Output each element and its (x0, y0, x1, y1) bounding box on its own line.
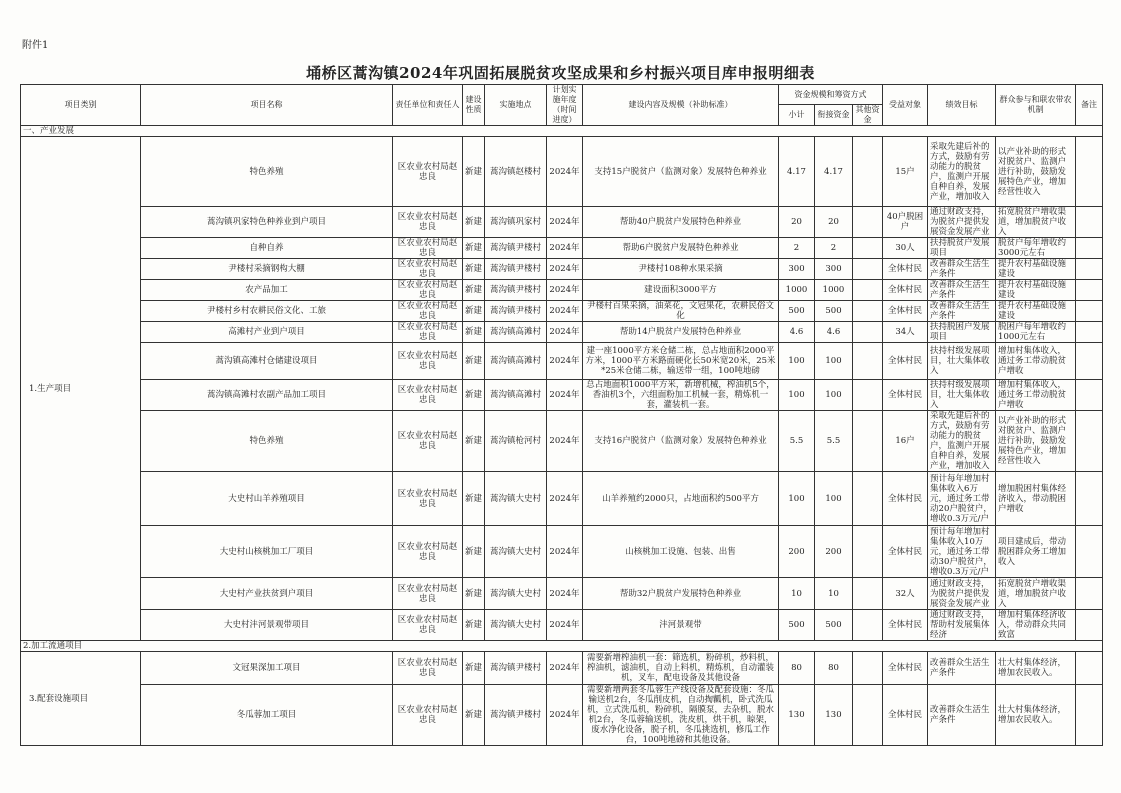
cell-remark (1076, 526, 1103, 578)
cell-name: 大史村山羊养殖项目 (141, 472, 393, 526)
table-row (21, 259, 1103, 280)
cell-remark (1076, 578, 1103, 610)
cell-content: 总占地面积1000平方米，新增机械，榨油机5个，香油机3个，六组面粉加工机械一套，精炼机一套，灌装机一套。 (583, 380, 779, 411)
cell-year: 2024年 (547, 411, 583, 472)
header-funds: 资金规模和筹资方式 (779, 85, 883, 105)
cell-location: 蒿沟镇巩家村 (485, 207, 547, 238)
cell-cohesion: 10 (815, 578, 853, 610)
cell-beneficiary: 全体村民 (883, 685, 928, 746)
cell-content: 需要新增榨油机一套：筛选机，粉碎机，炒料机，榨油机，滤油机，自动上料机，精炼机，自动灌装机，叉车，配电设备及其他设备 (583, 652, 779, 685)
cell-goal: 预计每年增加村集体收入6万元，通过务工带动20户脱贫户，增收0.3万元/户 (928, 472, 996, 526)
cell-year: 2024年 (547, 259, 583, 280)
cell-other (853, 526, 883, 578)
cell-nature: 新建 (463, 207, 485, 238)
cell-goal: 改善群众生活生产条件 (928, 301, 996, 322)
cell-cohesion: 500 (815, 610, 853, 641)
cell-unit: 区农业农村局赵忠良 (393, 578, 463, 610)
table-row (21, 322, 1103, 343)
table-row (21, 301, 1103, 322)
cell-name: 大史村沣河景观带项目 (141, 610, 393, 641)
cell-mechanism: 壮大村集体经济，增加农民收入。 (996, 652, 1076, 685)
cell-nature: 新建 (463, 685, 485, 746)
cell-location: 蒿沟镇大史村 (485, 526, 547, 578)
header-nature: 建设性质 (463, 85, 485, 126)
cell-mechanism: 以产业补助的形式对脱贫户、监测户进行补助，鼓励发展特色产业，增加经营性收入 (996, 137, 1076, 207)
cell-content: 建设面积3000平方 (583, 280, 779, 301)
cell-name: 蒿沟镇巩家特色种养业到户项目 (141, 207, 393, 238)
cell-unit: 区农业农村局赵忠良 (393, 259, 463, 280)
cell-mechanism: 脱贫户每年增收约3000元左右 (996, 238, 1076, 259)
cell-remark (1076, 685, 1103, 746)
cell-unit: 区农业农村局赵忠良 (393, 207, 463, 238)
table-row (21, 411, 1103, 472)
header-goal: 绩效目标 (928, 85, 996, 126)
cell-other (853, 259, 883, 280)
cell-goal: 扶持脱贫户发展项目 (928, 238, 996, 259)
attachment-label: 附件1 (22, 40, 49, 51)
cell-location: 蒿沟镇大史村 (485, 578, 547, 610)
cell-unit: 区农业农村局赵忠良 (393, 472, 463, 526)
cell-goal: 改善群众生活生产条件 (928, 685, 996, 746)
cell-nature: 新建 (463, 411, 485, 472)
cell-mechanism: 增加脱困村集体经济收入，带动脱困户增收 (996, 472, 1076, 526)
cell-other (853, 322, 883, 343)
cell-beneficiary: 全体村民 (883, 652, 928, 685)
cell-year: 2024年 (547, 322, 583, 343)
cell-subtotal: 100 (779, 343, 815, 380)
header-unit: 责任单位和责任人 (393, 85, 463, 126)
cell-remark (1076, 259, 1103, 280)
cell-goal: 扶持村级发展项目，壮大集体收入 (928, 343, 996, 380)
cell-year: 2024年 (547, 526, 583, 578)
cell-cohesion: 100 (815, 472, 853, 526)
cell-goal: 扶持脱困户发展项目 (928, 322, 996, 343)
cell-other (853, 301, 883, 322)
cell-name: 冬瓜蓉加工项目 (141, 685, 393, 746)
cell-content: 山羊养殖约2000只，占地面积约500平方 (583, 472, 779, 526)
cell-unit: 区农业农村局赵忠良 (393, 685, 463, 746)
section-row (21, 641, 1103, 652)
table-row (21, 610, 1103, 641)
cell-other (853, 472, 883, 526)
cell-subtotal: 2 (779, 238, 815, 259)
table-row (21, 526, 1103, 578)
cell-mechanism: 提升农村基础设施建设 (996, 301, 1076, 322)
table-row (21, 578, 1103, 610)
cell-unit: 区农业农村局赵忠良 (393, 652, 463, 685)
cell-other (853, 685, 883, 746)
cell-unit: 区农业农村局赵忠良 (393, 526, 463, 578)
cell-mechanism: 项目建成后，带动脱困群众务工增加收入 (996, 526, 1076, 578)
cell-subtotal: 4.17 (779, 137, 815, 207)
cell-mechanism: 拓宽脱贫户增收渠道，增加脱贫户收入 (996, 207, 1076, 238)
cell-beneficiary: 15户 (883, 137, 928, 207)
header-location: 实施地点 (485, 85, 547, 126)
cell-cohesion: 100 (815, 380, 853, 411)
cell-content: 帮助6户脱贫户发展特色种养业 (583, 238, 779, 259)
cell-subtotal: 20 (779, 207, 815, 238)
cell-year: 2024年 (547, 472, 583, 526)
cell-beneficiary: 全体村民 (883, 526, 928, 578)
cell-beneficiary: 全体村民 (883, 343, 928, 380)
cell-content: 山核桃加工设施、包装、出售 (583, 526, 779, 578)
cell-nature: 新建 (463, 610, 485, 641)
table-row (21, 280, 1103, 301)
cell-location: 蒿沟镇大史村 (485, 472, 547, 526)
table-row (21, 685, 1103, 746)
cell-beneficiary: 34人 (883, 322, 928, 343)
table-row (21, 207, 1103, 238)
cell-subtotal: 1000 (779, 280, 815, 301)
cell-location: 蒿沟镇高滩村 (485, 343, 547, 380)
cell-year: 2024年 (547, 578, 583, 610)
header-content: 建设内容及规模（补助标准） (583, 85, 779, 126)
cell-remark (1076, 652, 1103, 685)
cell-other (853, 411, 883, 472)
cell-nature: 新建 (463, 578, 485, 610)
cell-content: 支持16户脱贫户（监测对象）发展特色种养业 (583, 411, 779, 472)
cell-name: 蒿沟镇高滩村仓储建设项目 (141, 343, 393, 380)
cell-remark (1076, 411, 1103, 472)
cell-year: 2024年 (547, 652, 583, 685)
cell-beneficiary: 全体村民 (883, 610, 928, 641)
header-subtotal: 小计 (779, 105, 815, 126)
cell-content: 沣河景观带 (583, 610, 779, 641)
cell-year: 2024年 (547, 207, 583, 238)
cell-subtotal: 100 (779, 380, 815, 411)
cell-content: 帮助40户脱贫户发展特色种养业 (583, 207, 779, 238)
cell-location: 蒿沟镇尹楼村 (485, 259, 547, 280)
page-title: 埇桥区蒿沟镇2024年巩固拓展脱贫攻坚成果和乡村振兴项目库申报明细表 (306, 64, 815, 82)
cell-cohesion: 4.17 (815, 137, 853, 207)
cell-beneficiary: 16户 (883, 411, 928, 472)
cell-nature: 新建 (463, 380, 485, 411)
cell-goal: 扶持村级发展项目，壮大集体收入 (928, 380, 996, 411)
project-table (20, 84, 1103, 746)
cell-goal: 改善群众生活生产条件 (928, 259, 996, 280)
cell-beneficiary: 全体村民 (883, 380, 928, 411)
cell-name: 农产品加工 (141, 280, 393, 301)
cell-nature: 新建 (463, 472, 485, 526)
cell-beneficiary: 30人 (883, 238, 928, 259)
cell-subtotal: 130 (779, 685, 815, 746)
cell-other (853, 380, 883, 411)
cell-content: 支持15户脱贫户（监测对象）发展特色种养业 (583, 137, 779, 207)
category-supporting: 3.配套设施项目 (21, 652, 141, 746)
cell-unit: 区农业农村局赵忠良 (393, 301, 463, 322)
cell-location: 蒿沟镇枪河村 (485, 411, 547, 472)
cell-other (853, 652, 883, 685)
cell-mechanism: 增加村集体收入，通过务工带动脱贫户增收 (996, 343, 1076, 380)
cell-location: 蒿沟镇尹楼村 (485, 280, 547, 301)
cell-remark (1076, 322, 1103, 343)
cell-other (853, 610, 883, 641)
cell-goal: 改善群众生活生产条件 (928, 280, 996, 301)
cell-subtotal: 200 (779, 526, 815, 578)
cell-beneficiary: 全体村民 (883, 259, 928, 280)
cell-unit: 区农业农村局赵忠良 (393, 411, 463, 472)
header-cohesion: 衔接资金 (815, 105, 853, 126)
cell-location: 蒿沟镇尹楼村 (485, 301, 547, 322)
cell-unit: 区农业农村局赵忠良 (393, 280, 463, 301)
table-row (21, 472, 1103, 526)
cell-content: 需要新增两套冬瓜蓉生产线设备及配套设施：冬瓜输送机2台，冬瓜削皮机，自动掏瓤机，卧式洗瓜机，立式洗瓜机，粉碎机，隔膜泵，去杂机，脱水机2台，冬瓜蓉输送机，洗皮机，烘干机，晾架，废水净化设备，脱子机，冬瓜挑选机，修瓜工作台，100吨地磅和其他设备。 (583, 685, 779, 746)
cell-goal: 通过财政支持，为脱贫户提供发展资金发展产业 (928, 207, 996, 238)
cell-year: 2024年 (547, 610, 583, 641)
cell-location: 蒿沟镇尹楼村 (485, 652, 547, 685)
cell-goal: 预计每年增加村集体收入10万元，通过务工带动30户脱贫户，增收0.3万元/户 (928, 526, 996, 578)
cell-unit: 区农业农村局赵忠良 (393, 238, 463, 259)
cell-remark (1076, 207, 1103, 238)
cell-mechanism: 脱困户每年增收约1000元左右 (996, 322, 1076, 343)
cell-remark (1076, 238, 1103, 259)
cell-subtotal: 100 (779, 472, 815, 526)
cell-subtotal: 80 (779, 652, 815, 685)
section-industry: 一、产业发展 (21, 126, 1103, 137)
cell-location: 蒿沟镇赵楼村 (485, 137, 547, 207)
cell-cohesion: 20 (815, 207, 853, 238)
cell-remark (1076, 380, 1103, 411)
cell-nature: 新建 (463, 322, 485, 343)
cell-goal: 采取先建后补的方式，鼓励有劳动能力的脱贫户，监测户开展自种自养，发展产业，增加收入 (928, 137, 996, 207)
cell-unit: 区农业农村局赵忠良 (393, 610, 463, 641)
header-name: 项目名称 (141, 85, 393, 126)
cell-remark (1076, 137, 1103, 207)
cell-other (853, 137, 883, 207)
cell-cohesion: 130 (815, 685, 853, 746)
cell-unit: 区农业农村局赵忠良 (393, 322, 463, 343)
cell-subtotal: 4.6 (779, 322, 815, 343)
cell-nature: 新建 (463, 259, 485, 280)
cell-goal: 通过财政支持，帮助村发展集体经济 (928, 610, 996, 641)
cell-cohesion: 4.6 (815, 322, 853, 343)
cell-content: 建一座1000平方米仓储二栋，总占地面积2000平方米，1000平方米路面硬化长50米宽20米，25米*25米仓储二栋，输送带一组，100吨地磅 (583, 343, 779, 380)
cell-year: 2024年 (547, 137, 583, 207)
cell-beneficiary: 全体村民 (883, 280, 928, 301)
cell-cohesion: 80 (815, 652, 853, 685)
header-remark: 备注 (1076, 85, 1103, 126)
cell-cohesion: 500 (815, 301, 853, 322)
cell-nature: 新建 (463, 652, 485, 685)
cell-unit: 区农业农村局赵忠良 (393, 137, 463, 207)
cell-name: 特色养殖 (141, 137, 393, 207)
cell-content: 尹楼村百果采摘，油菜花，文冠果花，农耕民俗文化 (583, 301, 779, 322)
cell-cohesion: 200 (815, 526, 853, 578)
cell-mechanism: 增加村集体经济收入，带动群众共同致富 (996, 610, 1076, 641)
cell-location: 蒿沟镇高滩村 (485, 322, 547, 343)
header-other: 其他资金 (853, 105, 883, 126)
cell-subtotal: 300 (779, 259, 815, 280)
cell-cohesion: 1000 (815, 280, 853, 301)
cell-name: 尹楼村乡村农耕民俗文化、工旅 (141, 301, 393, 322)
table-row (21, 238, 1103, 259)
cell-name: 大史村山核桃加工厂项目 (141, 526, 393, 578)
cell-year: 2024年 (547, 380, 583, 411)
cell-goal: 改善群众生活生产条件 (928, 652, 996, 685)
cell-other (853, 207, 883, 238)
cell-beneficiary: 32人 (883, 578, 928, 610)
cell-remark (1076, 610, 1103, 641)
cell-cohesion: 100 (815, 343, 853, 380)
header-category: 项目类别 (21, 85, 141, 126)
header-year: 计划实施年度（时间进度） (547, 85, 583, 126)
cell-year: 2024年 (547, 280, 583, 301)
cell-remark (1076, 280, 1103, 301)
cell-subtotal: 5.5 (779, 411, 815, 472)
cell-mechanism: 增加村集体收入，通过务工带动脱贫户增收 (996, 380, 1076, 411)
cell-other (853, 578, 883, 610)
cell-content: 帮助14户脱贫户发展特色种养业 (583, 322, 779, 343)
cell-unit: 区农业农村局赵忠良 (393, 343, 463, 380)
cell-mechanism: 以产业补助的形式对脱贫户、监测户进行补助，鼓励发展特色产业，增加经营性收入 (996, 411, 1076, 472)
cell-beneficiary: 全体村民 (883, 472, 928, 526)
cell-content: 帮助32户脱贫户发展特色种养业 (583, 578, 779, 610)
cell-subtotal: 10 (779, 578, 815, 610)
section-processing: 2.加工流通项目 (21, 641, 1103, 652)
cell-subtotal: 500 (779, 301, 815, 322)
cell-nature: 新建 (463, 301, 485, 322)
cell-location: 蒿沟镇大史村 (485, 610, 547, 641)
cell-subtotal: 500 (779, 610, 815, 641)
cell-goal: 通过财政支持，为脱贫户提供发展资金发展产业 (928, 578, 996, 610)
cell-goal: 采取先建后补的方式，鼓励有劳动能力的脱贫户，监测户开展自种自养，发展产业，增加收入 (928, 411, 996, 472)
header-mechanism: 群众参与和联农带农机制 (996, 85, 1076, 126)
table-row (21, 137, 1103, 207)
cell-nature: 新建 (463, 137, 485, 207)
cell-mechanism: 提升农村基础设施建设 (996, 259, 1076, 280)
cell-remark (1076, 343, 1103, 380)
cell-nature: 新建 (463, 526, 485, 578)
cell-cohesion: 2 (815, 238, 853, 259)
cell-unit: 区农业农村局赵忠良 (393, 380, 463, 411)
cell-name: 自种自养 (141, 238, 393, 259)
cell-nature: 新建 (463, 280, 485, 301)
cell-other (853, 238, 883, 259)
cell-content: 尹楼村108种水果采摘 (583, 259, 779, 280)
cell-cohesion: 300 (815, 259, 853, 280)
cell-beneficiary: 40户脱困户 (883, 207, 928, 238)
cell-location: 蒿沟镇尹楼村 (485, 685, 547, 746)
cell-remark (1076, 472, 1103, 526)
cell-name: 蒿沟镇高滩村农副产品加工项目 (141, 380, 393, 411)
header-beneficiary: 受益对象 (883, 85, 928, 126)
cell-remark (1076, 301, 1103, 322)
cell-year: 2024年 (547, 685, 583, 746)
cell-mechanism: 提升农村基础设施建设 (996, 280, 1076, 301)
table-row (21, 343, 1103, 380)
cell-beneficiary: 全体村民 (883, 301, 928, 322)
cell-other (853, 280, 883, 301)
cell-nature: 新建 (463, 238, 485, 259)
cell-other (853, 343, 883, 380)
cell-year: 2024年 (547, 343, 583, 380)
table-row (21, 652, 1103, 685)
cell-name: 特色养殖 (141, 411, 393, 472)
cell-location: 蒿沟镇尹楼村 (485, 238, 547, 259)
cell-cohesion: 5.5 (815, 411, 853, 472)
cell-year: 2024年 (547, 238, 583, 259)
cell-location: 蒿沟镇高滩村 (485, 380, 547, 411)
table-row (21, 380, 1103, 411)
cell-year: 2024年 (547, 301, 583, 322)
cell-mechanism: 壮大村集体经济，增加农民收入。 (996, 685, 1076, 746)
cell-name: 高滩村产业到户项目 (141, 322, 393, 343)
category-production: 1.生产项目 (21, 137, 141, 641)
cell-name: 文冠果深加工项目 (141, 652, 393, 685)
cell-mechanism: 拓宽脱贫户增收渠道，增加脱贫户收入 (996, 578, 1076, 610)
cell-nature: 新建 (463, 343, 485, 380)
cell-name: 尹楼村采摘钢构大棚 (141, 259, 393, 280)
cell-name: 大史村产业扶贫到户项目 (141, 578, 393, 610)
